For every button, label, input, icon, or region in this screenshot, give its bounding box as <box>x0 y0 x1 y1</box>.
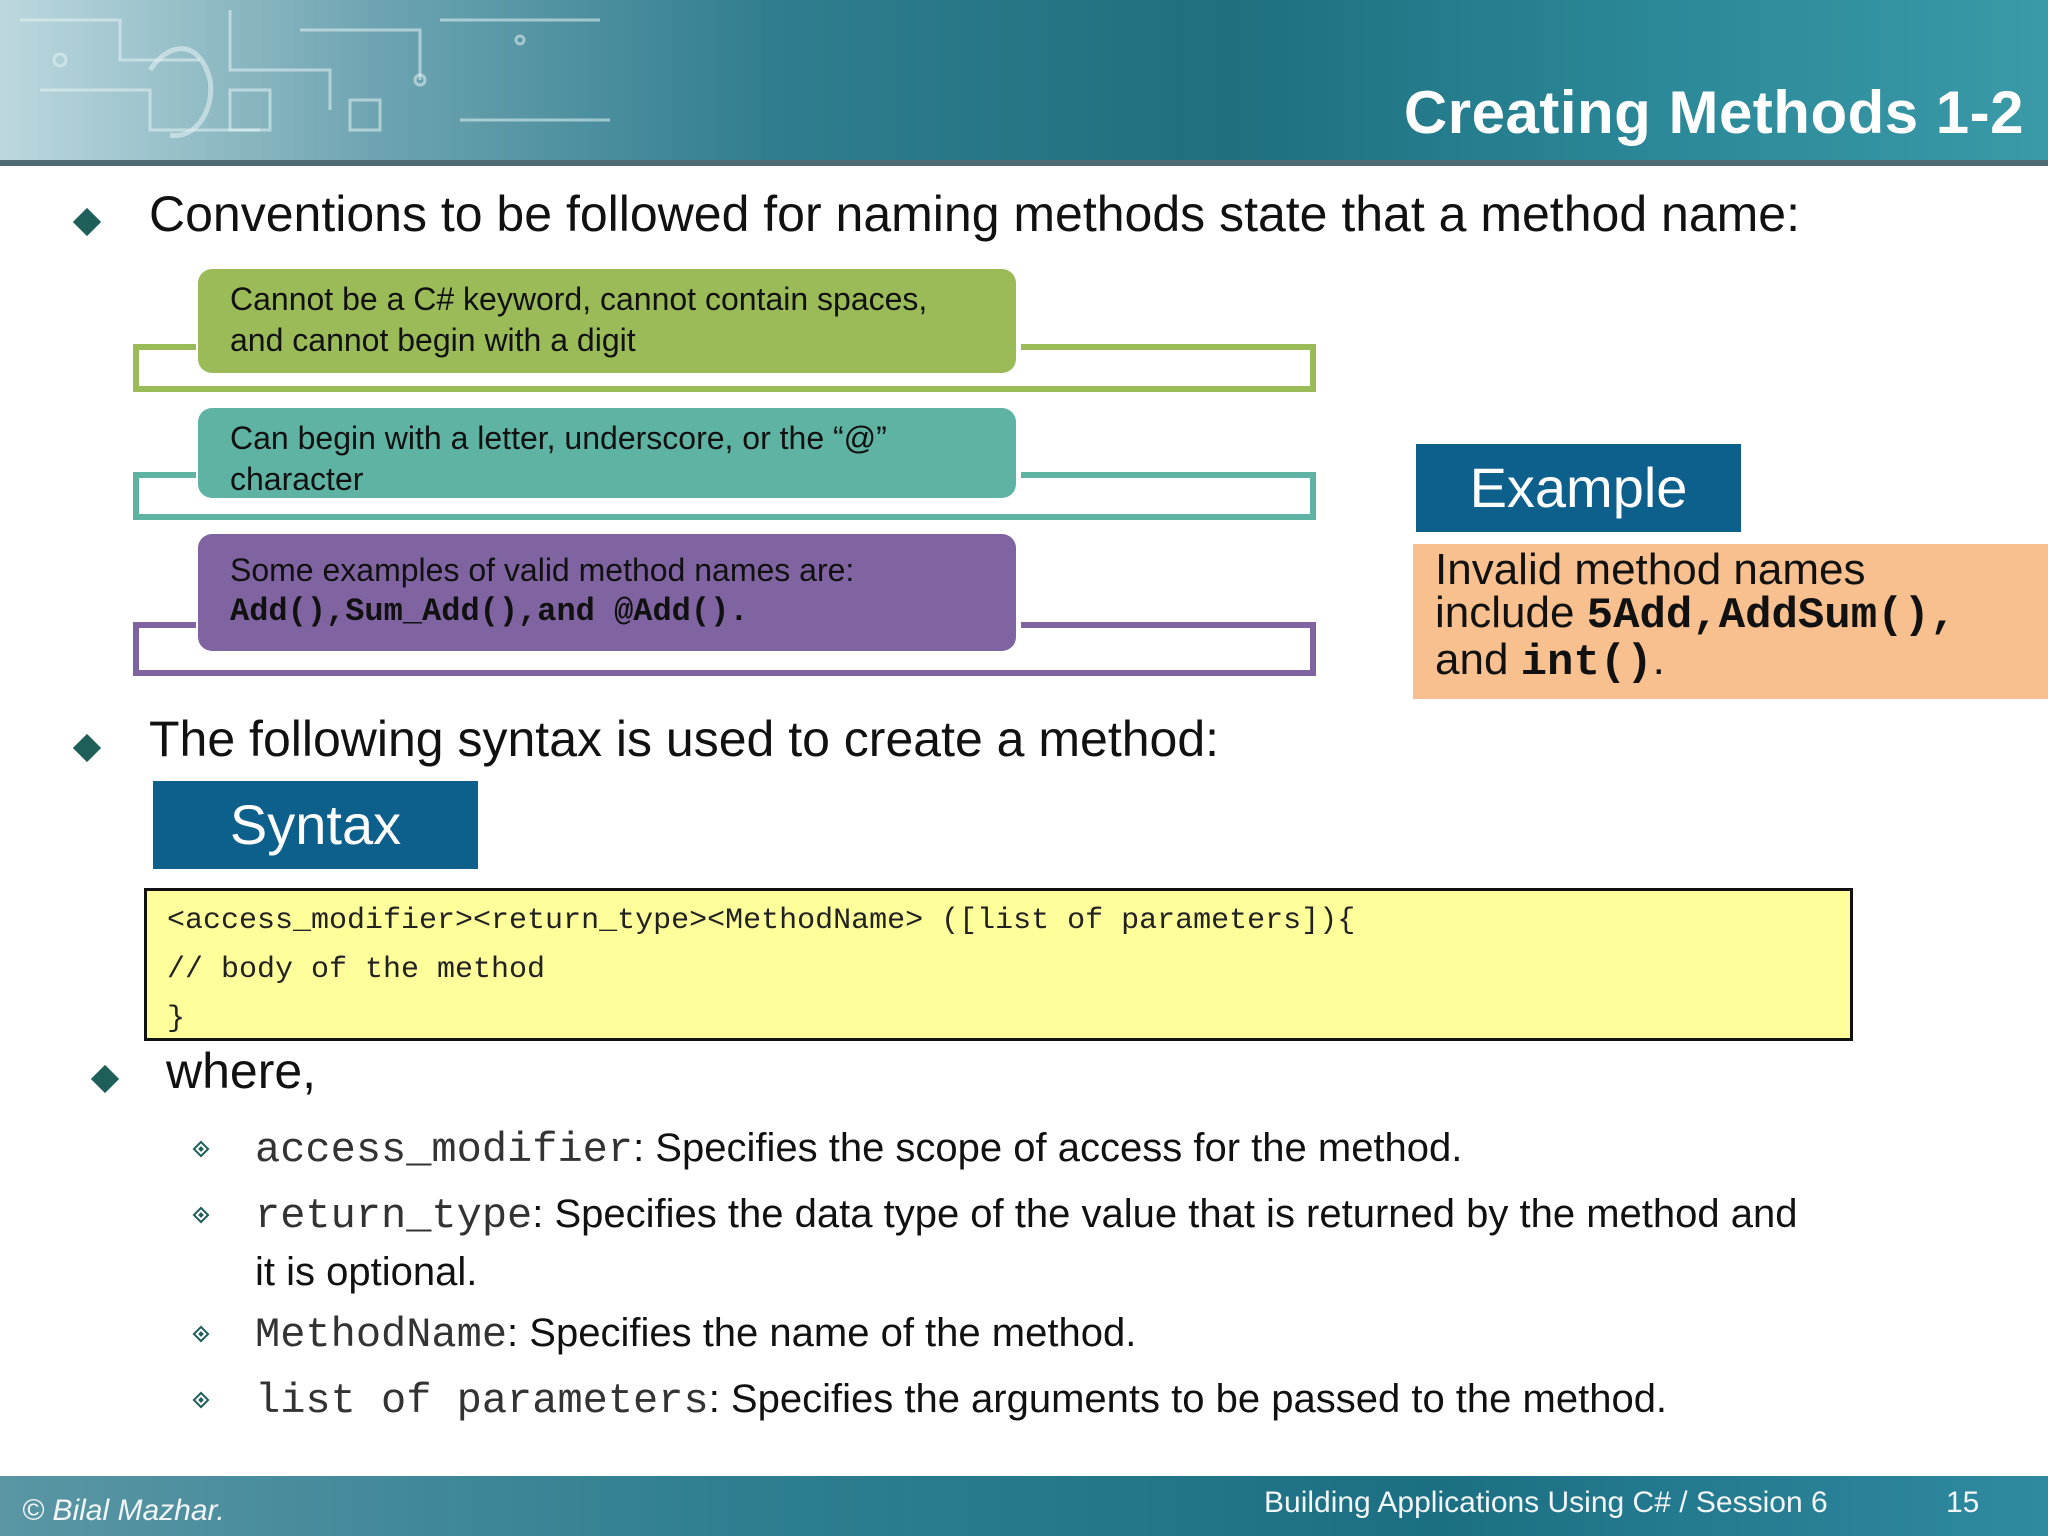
code-line: <access_modifier><return_type><MethodName> ([list of parameters]){ <box>167 904 1356 938</box>
code-line: } <box>167 1002 186 1036</box>
where-item: list of parameters: Specifies the arguments to be passed to the method. <box>255 1377 1668 1425</box>
syntax-code-box <box>144 888 1853 1041</box>
example-line: Invalid method names <box>1435 545 1866 594</box>
sub-bullet-icon <box>193 1326 210 1343</box>
course-name: Building Applications Using C# / Session 6 <box>1264 1486 1828 1519</box>
where-item: MethodName: Specifies the name of the method. <box>255 1311 1137 1359</box>
circuit-graphic <box>0 0 620 160</box>
page-number: 15 <box>1946 1486 1980 1519</box>
rule-text: character <box>230 461 364 497</box>
bullet-icon <box>73 208 101 236</box>
rule-text: and cannot begin with a digit <box>230 322 636 358</box>
example-header: Example <box>1416 444 1741 532</box>
rule-text: Cannot be a C# keyword, cannot contain spaces, <box>230 281 928 317</box>
rule-box-examples <box>198 534 1016 651</box>
example-line: include 5Add,AddSum(), <box>1435 588 1957 641</box>
slide-title: Creating Methods 1-2 <box>1403 79 2024 146</box>
rule-text: Can begin with a letter, underscore, or the “@” <box>230 420 887 456</box>
slide-footer <box>0 1476 2048 1536</box>
bullet-conventions: Conventions to be followed for naming methods state that a method name: <box>149 186 1800 242</box>
code-line: // body of the method <box>167 953 546 987</box>
sub-bullet-icon <box>193 1392 210 1409</box>
copyright: © Bilal Mazhar. <box>22 1494 225 1527</box>
valid-names-code: Add(),Sum_Add(),and @Add(). <box>230 593 749 630</box>
bullet-icon <box>91 1065 119 1093</box>
where-item: return_type: Specifies the data type of the value that is returned by the method and it is optional. <box>255 1192 1798 1294</box>
sub-bullet-icon <box>193 1207 210 1224</box>
bullet-icon <box>73 734 101 762</box>
where-item: access_modifier: Specifies the scope of access for the method. <box>255 1126 1463 1174</box>
sub-bullet-icon <box>193 1141 210 1158</box>
rule-box-begin <box>198 408 1016 498</box>
rule-text: Some examples of valid method names are: <box>230 552 855 588</box>
where-label: where, <box>166 1043 317 1099</box>
slide-header <box>0 0 2048 166</box>
syntax-header: Syntax <box>153 781 478 869</box>
example-box <box>1413 544 2048 699</box>
bullet-syntax: The following syntax is used to create a method: <box>149 711 1220 767</box>
example-line: and int(). <box>1435 635 1665 688</box>
rule-box-keyword <box>198 269 1016 373</box>
